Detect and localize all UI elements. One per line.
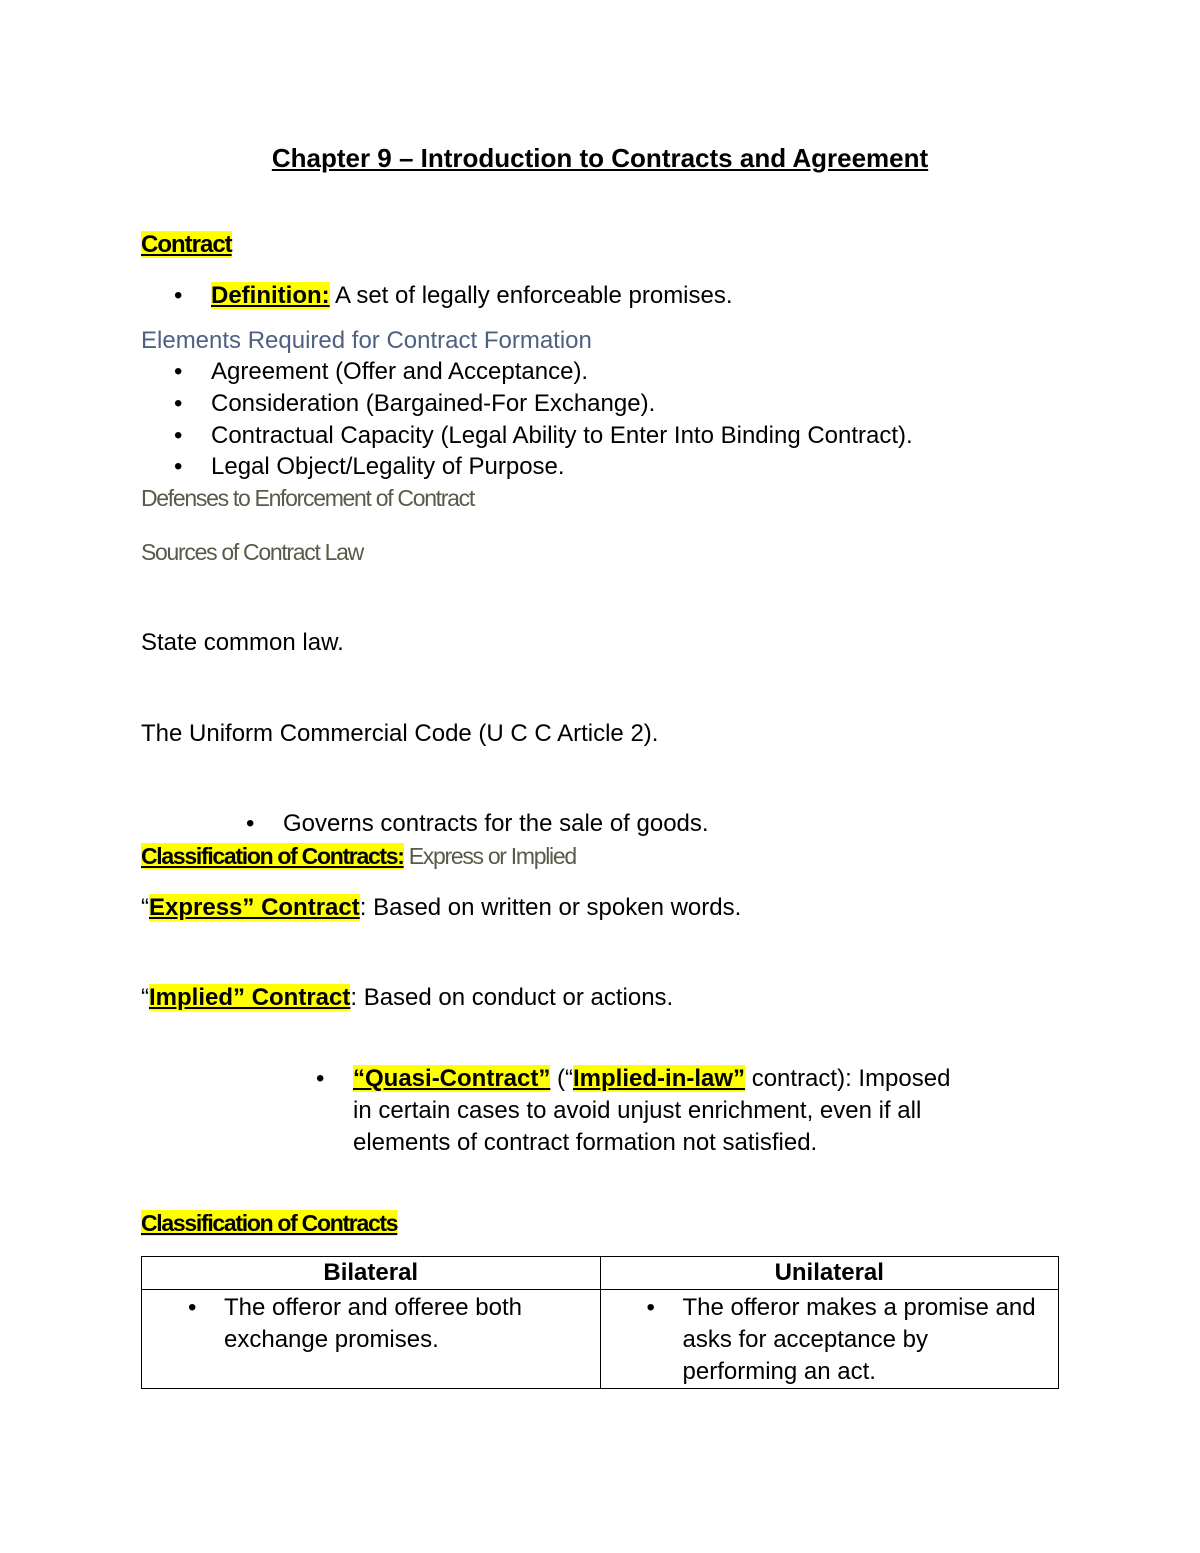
table-header-row — [142, 1257, 1059, 1290]
elements-bullet: • — [174, 453, 183, 480]
implied-contract-text: : Based on conduct or actions. — [350, 984, 674, 1011]
elements-bullet: • — [174, 358, 183, 385]
elements-item: Consideration (Bargained-For Exchange). — [211, 390, 656, 417]
table-cell-bilateral — [142, 1290, 601, 1389]
definition-text: A set of legally enforceable promises. — [329, 282, 733, 309]
implied-contract-term: Implied” Contract — [149, 984, 351, 1011]
implied-contract-line — [141, 982, 673, 1014]
contract-heading-label: Contract — [141, 231, 232, 258]
source-common-law: State common law. — [141, 629, 344, 656]
elements-item: Legal Object/Legality of Purpose. — [211, 453, 565, 480]
express-contract-text: : Based on written or spoken words. — [359, 894, 742, 921]
elements-item: Contractual Capacity (Legal Ability to Enter Into Binding Contract). — [211, 422, 913, 449]
source-ucc: The Uniform Commercial Code (U C C Article 2). — [141, 720, 659, 747]
quasi-line-2: in certain cases to avoid unjust enrichment, even if all — [353, 1097, 922, 1124]
quasi-bullet: • — [316, 1065, 325, 1092]
page-title: Chapter 9 – Introduction to Contracts and Agreement — [271, 143, 929, 173]
classification-heading — [141, 840, 576, 872]
quasi-line-1-rest: contract): Imposed — [745, 1065, 951, 1092]
quasi-paren-open: (“ — [550, 1065, 574, 1092]
defenses-heading: Defenses to Enforcement of Contract — [141, 485, 474, 511]
table-header-bilateral: Bilateral — [142, 1257, 601, 1290]
quasi-line-3: elements of contract formation not satisfied. — [353, 1129, 818, 1156]
definition-bullet: • — [174, 282, 183, 309]
definition-label: Definition: — [211, 282, 330, 309]
elements-bullet: • — [174, 422, 183, 449]
contract-heading — [141, 229, 232, 261]
implied-in-law-term: Implied-in-law” — [573, 1065, 746, 1092]
classification-heading-2-label: Classification of Contracts — [141, 1210, 398, 1236]
sources-heading: Sources of Contract Law — [141, 539, 363, 565]
classification-heading-suffix: Express or Implied — [403, 843, 576, 869]
table-cell-bullet: • — [188, 1294, 197, 1321]
classification-heading-label: Classification of Contracts: — [141, 843, 404, 869]
definition-item — [211, 280, 733, 312]
express-contract-term: Express” Contract — [149, 894, 360, 921]
table-header-unilateral: Unilateral — [600, 1257, 1059, 1290]
table-row — [142, 1290, 1059, 1389]
table-cell-bullet: • — [646, 1294, 655, 1321]
ucc-bullet: • — [246, 810, 255, 837]
table-cell-unilateral — [600, 1290, 1059, 1389]
implied-open-quote: “ — [141, 984, 149, 1011]
express-open-quote: “ — [141, 894, 149, 921]
classification-table — [141, 1256, 1059, 1389]
elements-heading: Elements Required for Contract Formation — [141, 327, 592, 354]
elements-item: Agreement (Offer and Acceptance). — [211, 358, 589, 385]
table-cell-text: The offeror makes a promise and asks for acceptance by performing an act. — [682, 1294, 1036, 1385]
quasi-contract-term: “Quasi-Contract” — [353, 1065, 551, 1092]
express-contract-line — [141, 892, 741, 924]
quasi-line-1 — [353, 1063, 950, 1095]
table-cell-text: The offeror and offeree both exchange promises. — [224, 1294, 522, 1353]
ucc-bullet-text: Governs contracts for the sale of goods. — [283, 810, 709, 837]
classification-heading-2 — [141, 1207, 397, 1239]
elements-bullet: • — [174, 390, 183, 417]
